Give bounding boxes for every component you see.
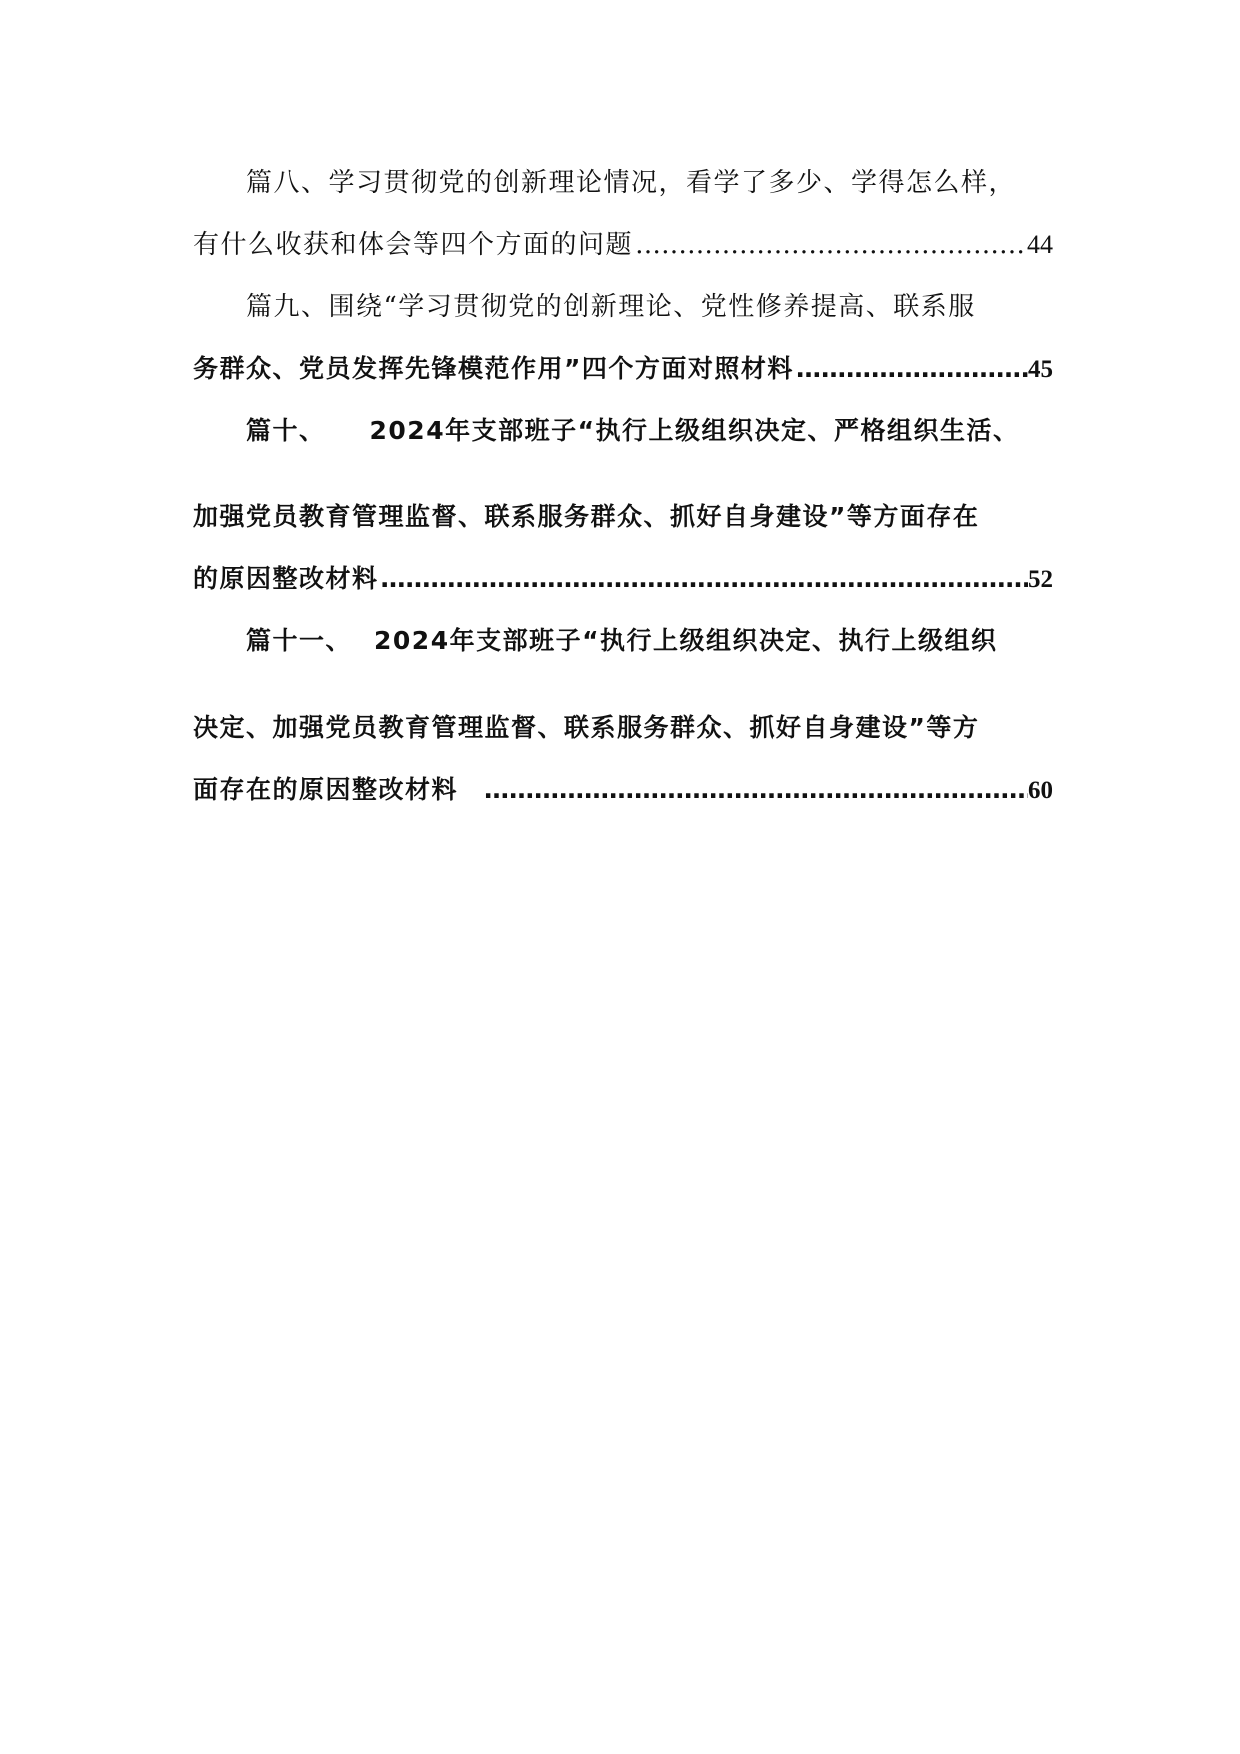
toc-entry-9-line-1 bbox=[246, 287, 1054, 327]
toc-entry-9-title-part-2: 务群众、党员发挥先锋模范作用”四个方面对照材料 bbox=[193, 354, 794, 383]
toc-entry-9-title-part-1: 篇九、围绕“学习贯彻党的创新理论、党性修养提高、联系服 bbox=[246, 292, 976, 322]
toc-entry-10-line-2 bbox=[193, 497, 1053, 537]
toc-entry-10-label: 篇十、 bbox=[246, 416, 326, 445]
leader-dots bbox=[379, 559, 1028, 599]
toc-entry-9-page-number: 45 bbox=[1028, 356, 1053, 383]
toc-entry-8-title-part-1: 篇八、学习贯彻党的创新理论情况，看学了多少、学得怎么样， bbox=[246, 168, 1017, 198]
toc-entry-10-title-part-3: 的原因整改材料 bbox=[193, 564, 379, 593]
toc-entry-11-line-3[interactable] bbox=[193, 770, 1053, 810]
toc-entry-10-title-part-2: 加强党员教育管理监督、联系服务群众、抓好自身建设”等方面存在 bbox=[193, 502, 980, 531]
toc-entry-11-line-2 bbox=[193, 708, 1053, 748]
toc-entry-10-line-1 bbox=[246, 411, 1054, 451]
leader-dots bbox=[633, 225, 1027, 265]
toc-entry-8-page-number: 44 bbox=[1027, 230, 1053, 259]
toc-entry-11-title-part-3: 面存在的原因整改材料 bbox=[193, 775, 459, 804]
toc-entry-11-title-part-2: 决定、加强党员教育管理监督、联系服务群众、抓好自身建设”等方 bbox=[193, 713, 980, 742]
leader-dots bbox=[482, 770, 1028, 810]
toc-entry-8-line-1 bbox=[246, 163, 1054, 203]
toc-entry-11-label: 篇十一、 bbox=[246, 626, 353, 655]
toc-entry-10-line-3[interactable] bbox=[193, 559, 1053, 599]
leader-dots bbox=[794, 349, 1028, 389]
toc-entry-11-title-part-1: 2024年支部班子“执行上级组织决定、执行上级组织 bbox=[374, 626, 998, 655]
toc-entry-10-title-part-1: 2024年支部班子“执行上级组织决定、严格组织生活、 bbox=[369, 416, 1020, 445]
toc-entry-8-line-2[interactable] bbox=[193, 225, 1053, 265]
toc-entry-11-line-1 bbox=[246, 621, 1054, 661]
toc-entry-9-line-2[interactable] bbox=[193, 349, 1053, 389]
toc-entry-11-page-number: 60 bbox=[1028, 777, 1053, 804]
toc-entry-8-title-part-2: 有什么收获和体会等四个方面的问题 bbox=[193, 230, 634, 260]
toc-entry-10-page-number: 52 bbox=[1028, 566, 1053, 593]
